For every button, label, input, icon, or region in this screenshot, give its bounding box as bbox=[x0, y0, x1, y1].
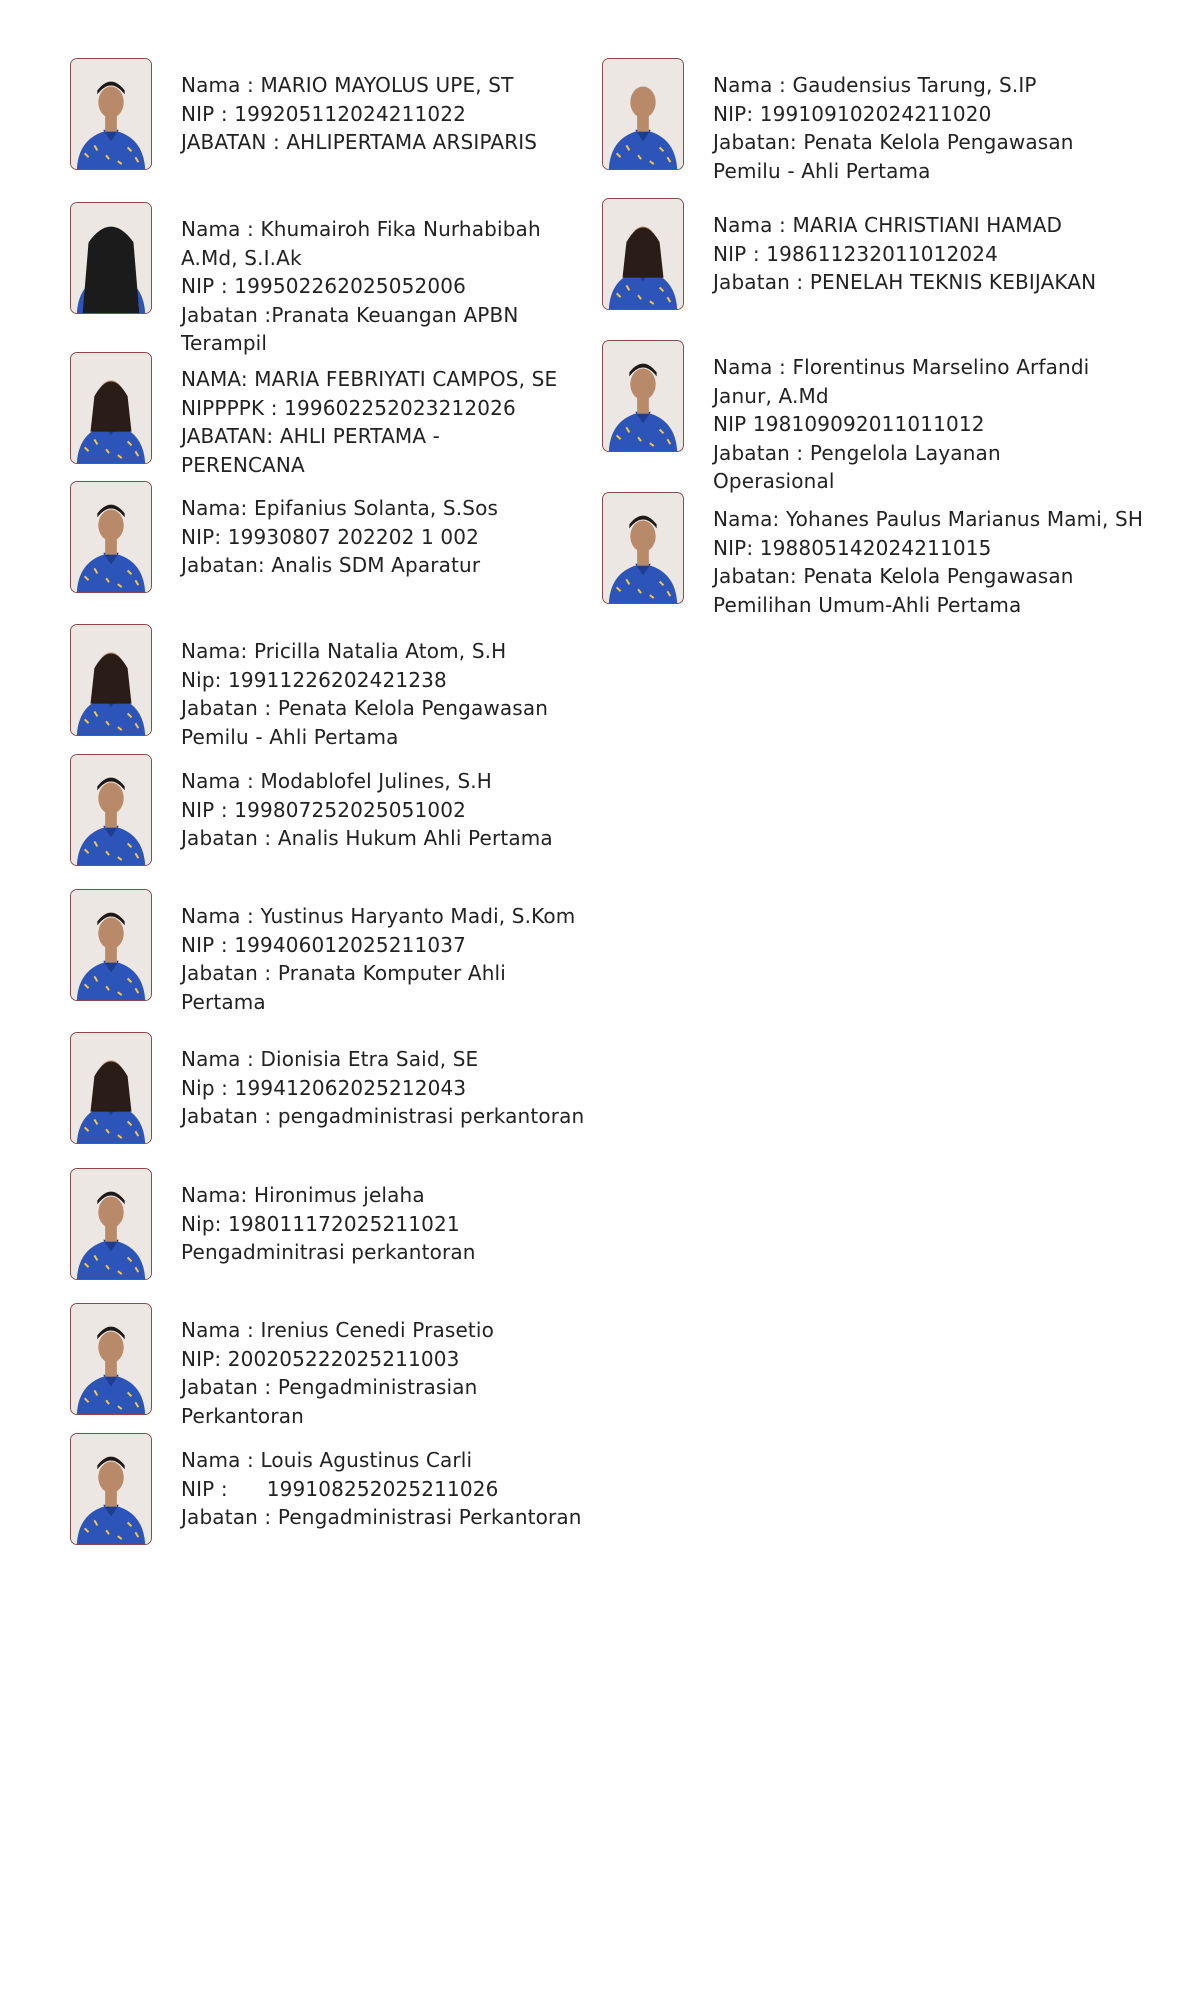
staff-info-line: NAMA: MARIA FEBRIYATI CAMPOS, SE bbox=[181, 367, 558, 391]
staff-photo bbox=[70, 1303, 152, 1415]
staff-info bbox=[181, 1181, 601, 1280]
staff-card bbox=[70, 889, 601, 1016]
staff-info-line: Jabatan : Penata Kelola Pengawasan bbox=[181, 696, 549, 720]
staff-info-line: Nama : Yustinus Haryanto Madi, S.Kom bbox=[181, 904, 576, 928]
staff-info bbox=[181, 1446, 601, 1545]
staff-info-line: Jabatan: Penata Kelola Pengawasan bbox=[713, 130, 1074, 154]
staff-card bbox=[70, 1032, 601, 1144]
staff-info-line: Nama : Gaudensius Tarung, S.IP bbox=[713, 73, 1037, 97]
staff-photo bbox=[70, 352, 152, 464]
staff-info-line: NIP: 198805142024211015 bbox=[713, 535, 992, 560]
staff-info bbox=[181, 902, 601, 1016]
staff-info-line: Jabatan : pengadministrasi perkantoran bbox=[181, 1104, 585, 1128]
staff-info-line: PERENCANA bbox=[181, 452, 305, 477]
staff-info-line: NIP: 200205222025211003 bbox=[181, 1346, 460, 1371]
staff-info-line: Jabatan : Analis Hukum Ahli Pertama bbox=[181, 826, 553, 850]
staff-info-line: Nama : Dionisia Etra Said, SE bbox=[181, 1047, 479, 1071]
staff-info-line: JABATAN : AHLIPERTAMA ARSIPARIS bbox=[181, 130, 538, 154]
staff-info-line: NIP : 199406012025211037 bbox=[181, 932, 467, 957]
staff-info-line: Nama : MARIO MAYOLUS UPE, ST bbox=[181, 73, 514, 97]
staff-info-line: Terampil bbox=[181, 331, 268, 355]
staff-info bbox=[713, 505, 1153, 619]
staff-info-line: Pengadminitrasi perkantoran bbox=[181, 1240, 476, 1264]
staff-info-line: Nip : 199412062025212043 bbox=[181, 1075, 467, 1100]
staff-info bbox=[181, 767, 601, 866]
staff-card bbox=[70, 352, 601, 479]
staff-info-line: A.Md, S.I.Ak bbox=[181, 245, 302, 270]
staff-info-line: Nama: Epifanius Solanta, S.Sos bbox=[181, 496, 499, 520]
staff-info-line: Nama : Irenius Cenedi Prasetio bbox=[181, 1318, 494, 1342]
staff-photo bbox=[70, 1032, 152, 1144]
staff-info-line: Jabatan : PENELAH TEKNIS KEBIJAKAN bbox=[713, 270, 1097, 294]
staff-photo bbox=[70, 1433, 152, 1545]
staff-card bbox=[70, 1433, 601, 1545]
staff-info bbox=[181, 1316, 601, 1430]
staff-info-line: Perkantoran bbox=[181, 1403, 304, 1428]
staff-info-line: NIP : 199108252025211026 bbox=[181, 1476, 499, 1501]
staff-card bbox=[70, 624, 601, 751]
staff-photo bbox=[70, 889, 152, 1001]
staff-info-line: Janur, A.Md bbox=[713, 383, 829, 408]
staff-photo bbox=[70, 481, 152, 593]
staff-card bbox=[70, 1168, 601, 1280]
staff-info-line: Nama: Pricilla Natalia Atom, S.H bbox=[181, 639, 507, 663]
staff-info-line: NIPPPPK : 199602252023212026 bbox=[181, 395, 516, 420]
staff-info bbox=[181, 215, 601, 358]
staff-info bbox=[181, 494, 601, 593]
staff-photo bbox=[70, 624, 152, 736]
staff-photo bbox=[70, 202, 152, 314]
staff-info-line: Nama : MARIA CHRISTIANI HAMAD bbox=[713, 213, 1063, 237]
staff-info-line: JABATAN: AHLI PERTAMA - bbox=[181, 424, 441, 448]
staff-info-line: Jabatan : Pengadministrasian bbox=[181, 1375, 478, 1399]
staff-info-line: Nip: 198011172025211021 bbox=[181, 1211, 460, 1236]
staff-photo bbox=[602, 58, 684, 170]
staff-card bbox=[602, 198, 1153, 310]
staff-info-line: NIP : 199502262025052006 bbox=[181, 274, 467, 298]
staff-info-line: Jabatan : Pengelola Layanan bbox=[713, 440, 1001, 465]
staff-info-line: NIP : 198611232011012024 bbox=[713, 241, 999, 266]
staff-info-line: Jabatan: Penata Kelola Pengawasan bbox=[713, 564, 1074, 588]
staff-photo bbox=[602, 340, 684, 452]
staff-info bbox=[181, 1045, 601, 1144]
staff-info bbox=[181, 365, 601, 479]
staff-info-line: Pemilihan Umum-Ahli Pertama bbox=[713, 592, 1022, 617]
staff-info bbox=[713, 353, 1153, 496]
staff-card bbox=[602, 58, 1153, 185]
staff-info-line: NIP : 199807252025051002 bbox=[181, 797, 467, 822]
staff-info-line: Jabatan :Pranata Keuangan APBN bbox=[181, 302, 519, 327]
staff-info-line: NIP: 19930807 202202 1 002 bbox=[181, 524, 480, 549]
staff-photo bbox=[602, 492, 684, 604]
staff-info bbox=[181, 71, 601, 170]
staff-info-line: Nip: 19911226202421238 bbox=[181, 667, 447, 692]
staff-info-line: Pemilu - Ahli Pertama bbox=[181, 724, 399, 749]
staff-card bbox=[70, 202, 601, 358]
staff-card bbox=[70, 58, 601, 170]
staff-card bbox=[70, 754, 601, 866]
staff-info-line: Jabatan: Analis SDM Aparatur bbox=[181, 553, 481, 577]
staff-info-line: Jabatan : Pengadministrasi Perkantoran bbox=[181, 1505, 582, 1529]
staff-info-line: NIP : 199205112024211022 bbox=[181, 101, 467, 126]
staff-photo bbox=[602, 198, 684, 310]
staff-info-line: Operasional bbox=[713, 469, 835, 493]
staff-info-line: Nama : Khumairoh Fika Nurhabibah bbox=[181, 217, 541, 241]
staff-info-line: Nama: Yohanes Paulus Marianus Mami, SH bbox=[713, 507, 1144, 531]
staff-photo bbox=[70, 754, 152, 866]
staff-photo bbox=[70, 58, 152, 170]
staff-info-line: Nama : Modablofel Julines, S.H bbox=[181, 769, 492, 793]
staff-card bbox=[70, 481, 601, 593]
staff-info-line: Nama : Louis Agustinus Carli bbox=[181, 1448, 473, 1472]
staff-info bbox=[713, 71, 1153, 185]
staff-info bbox=[181, 637, 601, 751]
staff-info-line: NIP 198109092011011012 bbox=[713, 412, 985, 436]
staff-info-line: Pertama bbox=[181, 989, 266, 1014]
staff-info-line: Nama : Florentinus Marselino Arfandi bbox=[713, 355, 1090, 379]
staff-info-line: Nama: Hironimus jelaha bbox=[181, 1183, 425, 1207]
staff-card bbox=[70, 1303, 601, 1430]
staff-info-line: Jabatan : Pranata Komputer Ahli bbox=[181, 961, 506, 985]
staff-info-line: Pemilu - Ahli Pertama bbox=[713, 158, 931, 183]
staff-info bbox=[713, 211, 1153, 310]
staff-card bbox=[602, 492, 1153, 619]
staff-card bbox=[602, 340, 1153, 496]
staff-info-line: NIP: 199109102024211020 bbox=[713, 101, 992, 126]
staff-photo bbox=[70, 1168, 152, 1280]
